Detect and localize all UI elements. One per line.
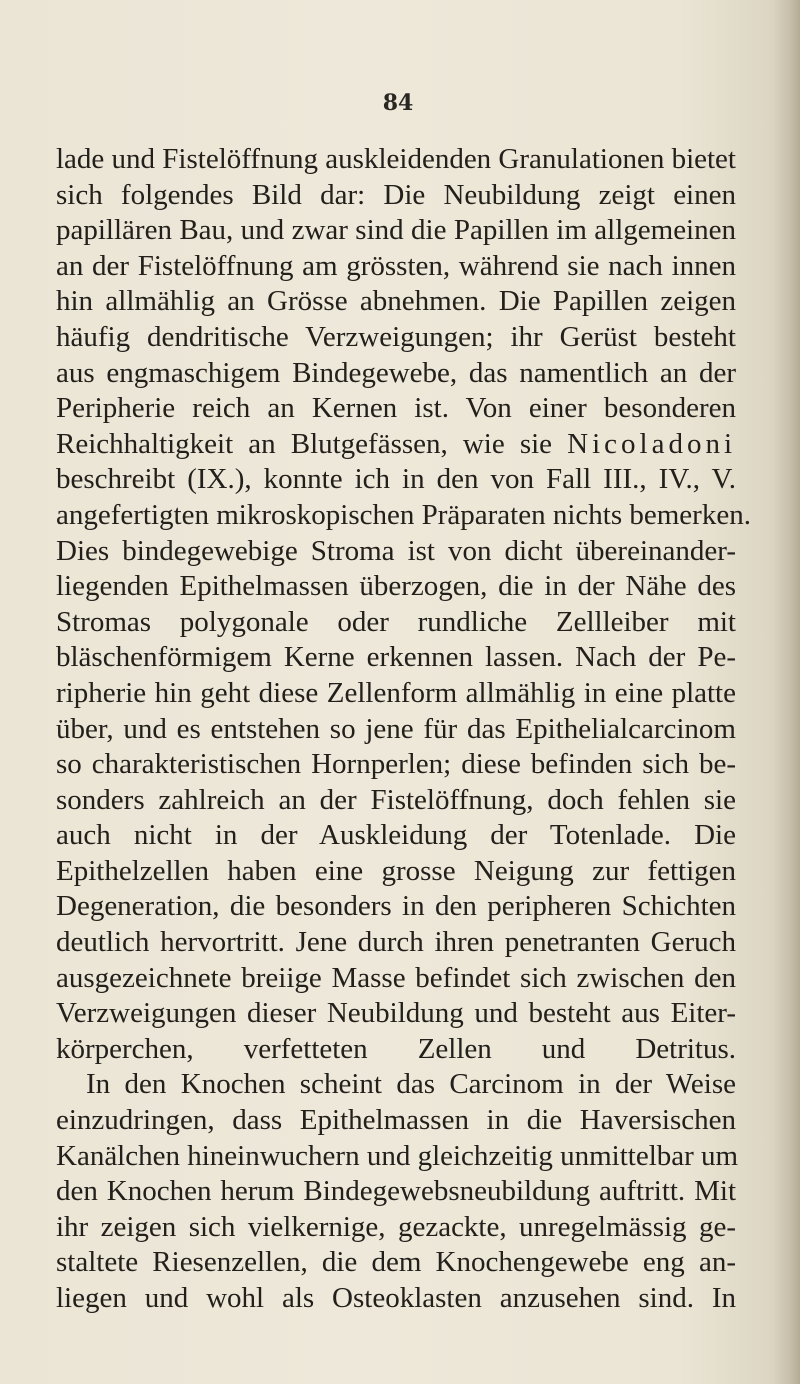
text-line: über, und es entstehen so jene für das Epithelialcarcinom bbox=[56, 712, 736, 745]
text-line: liegenden Epithelmassen überzogen, die in der Nähe des bbox=[56, 570, 736, 603]
text-line: sich folgendes Bild dar: Die Neubildung zeigt einen bbox=[56, 178, 736, 211]
text-line: ausgezeichnete breiige Masse befindet sich zwischen den bbox=[56, 961, 736, 994]
text-line bbox=[56, 427, 736, 463]
text-line: an der Fistelöffnung am grössten, während sie nach innen bbox=[56, 249, 736, 282]
text-line: liegen und wohl als Osteoklasten anzusehen sind. In bbox=[56, 1282, 736, 1314]
text-line: den Knochen herum Bindegewebsneubildung auftritt. Mit bbox=[56, 1175, 736, 1208]
text-line: bläschenförmigem Kerne erkennen lassen. Nach der Pe- bbox=[56, 641, 736, 674]
text-line: Stromas polygonale oder rundliche Zellleiber mit bbox=[56, 605, 736, 638]
text-line: Degeneration, die besonders in den peripheren Schichten bbox=[56, 890, 736, 923]
text-line: In den Knochen scheint das Carcinom in der Weise bbox=[86, 1068, 736, 1101]
text-line: staltete Riesenzellen, die dem Knochengewebe eng an- bbox=[56, 1246, 736, 1279]
text-line: beschreibt (IX.), konnte ich in den von Fall III., IV., V. bbox=[56, 463, 736, 496]
author-name-spaced: Nicoladoni bbox=[567, 427, 736, 460]
text-line: Dies bindegewebige Stroma ist von dicht übereinander- bbox=[56, 534, 736, 567]
text-line: Epithelzellen haben eine grosse Neigung zur fettigen bbox=[56, 854, 736, 887]
text-segment: Reichhaltigkeit an Blutgefässen, wie sie bbox=[56, 427, 568, 460]
page-edge-shadow bbox=[774, 0, 800, 1384]
page-number: 84 bbox=[382, 90, 414, 116]
body-text bbox=[56, 142, 751, 1317]
text-line: aus engmaschigem Bindegewebe, das namentlich an der bbox=[56, 356, 736, 389]
text-line: Verzweigungen dieser Neubildung und besteht aus Eiter- bbox=[56, 997, 736, 1030]
text-line: lade und Fistelöffnung auskleidenden Granulationen bietet bbox=[56, 143, 736, 175]
text-line: sonders zahlreich an der Fistelöffnung, doch fehlen sie bbox=[56, 783, 736, 816]
text-line: ihr zeigen sich vielkernige, gezackte, unregelmässig ge- bbox=[56, 1210, 736, 1243]
text-line: körperchen, verfetteten Zellen und Detritus. bbox=[56, 1032, 736, 1065]
text-line: deutlich hervortritt. Jene durch ihren penetranten Geruch bbox=[56, 926, 736, 959]
text-line: papillären Bau, und zwar sind die Papillen im allgemeinen bbox=[56, 214, 736, 247]
text-line: angefertigten mikroskopischen Präparaten nichts bemerken. bbox=[56, 498, 751, 531]
text-line: auch nicht in der Auskleidung der Totenlade. Die bbox=[56, 819, 736, 852]
text-line: ripherie hin geht diese Zellenform allmählig in eine platte bbox=[56, 676, 736, 709]
text-line: so charakteristischen Hornperlen; diese befinden sich be- bbox=[56, 748, 736, 781]
text-line: häufig dendritische Verzweigungen; ihr Gerüst besteht bbox=[56, 320, 736, 353]
text-line: Kanälchen hineinwuchern und gleichzeitig unmittelbar um bbox=[56, 1139, 739, 1172]
text-line: Peripherie reich an Kernen ist. Von einer besonderen bbox=[56, 392, 736, 425]
text-line: hin allmählig an Grösse abnehmen. Die Papillen zeigen bbox=[56, 285, 736, 318]
text-line: einzudringen, dass Epithelmassen in die Haversischen bbox=[56, 1104, 736, 1137]
